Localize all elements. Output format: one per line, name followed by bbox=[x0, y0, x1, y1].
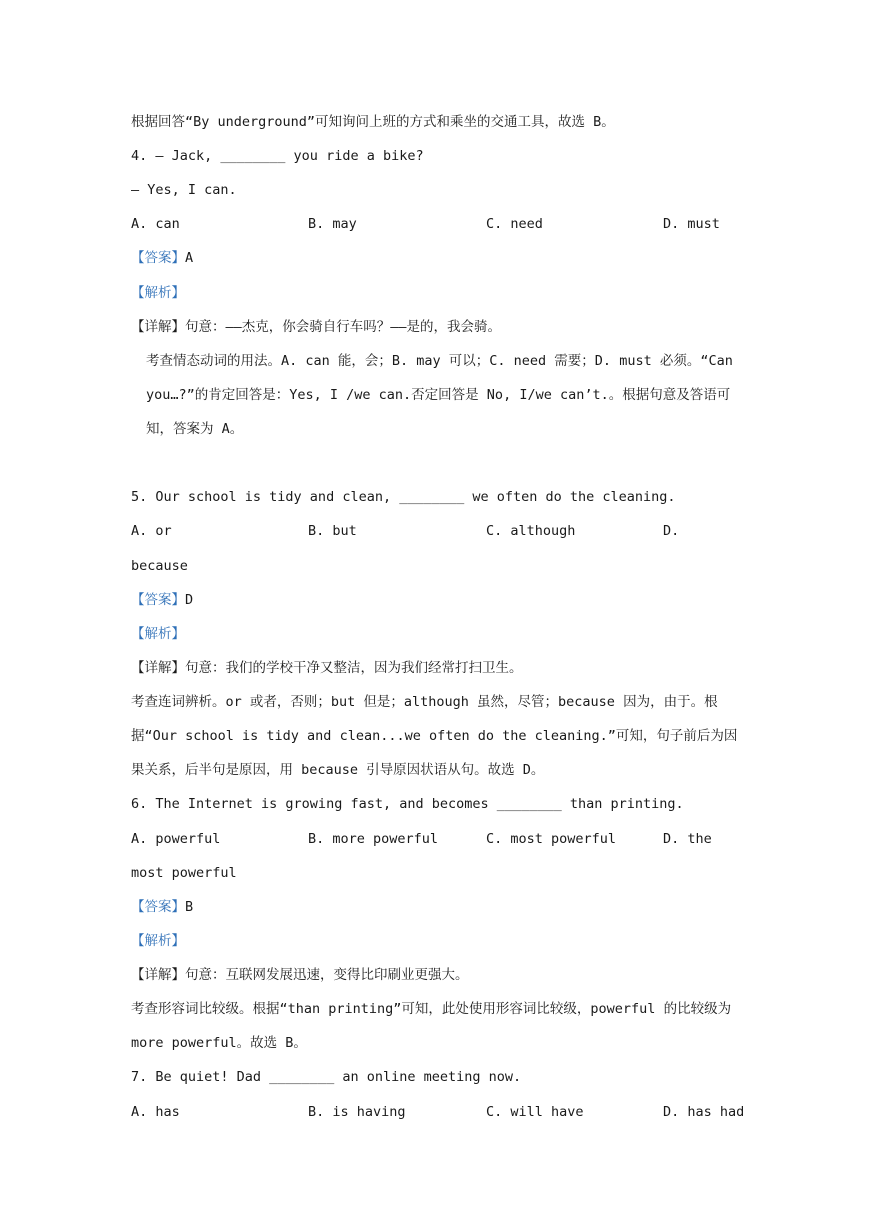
analysis-label: 【解析】 bbox=[131, 626, 185, 642]
q6-option-d-cont: most powerful bbox=[131, 865, 237, 881]
q7-option-b: B. is having bbox=[308, 1104, 406, 1120]
q4-detail-line bbox=[131, 317, 739, 337]
intro-line: 根据回答“By underground”可知询问上班的方式和乘坐的交通工具，故选 B。 bbox=[131, 114, 615, 130]
answer-label: 【答案】 bbox=[131, 592, 185, 608]
q6-answer: B bbox=[185, 899, 194, 915]
q4-option-b: B. may bbox=[308, 216, 357, 232]
q7-stem: 7. Be quiet! Dad ________ an online meeting now. bbox=[131, 1069, 522, 1085]
detail-label: 【详解】 bbox=[131, 967, 185, 983]
detail-label: 【详解】 bbox=[131, 319, 185, 335]
q5-answer-line bbox=[131, 590, 739, 610]
analysis-label: 【解析】 bbox=[131, 285, 185, 301]
analysis-label: 【解析】 bbox=[131, 933, 185, 949]
q7-option-a: A. has bbox=[131, 1104, 180, 1120]
q4-option-d: D. must bbox=[663, 216, 720, 232]
q5-option-a: A. or bbox=[131, 523, 172, 539]
q6-option-d: D. the bbox=[663, 831, 712, 847]
q4-stem: 4. — Jack, ________ you ride a bike? bbox=[131, 148, 424, 164]
q4-analysis-line bbox=[131, 283, 739, 303]
q7-option-d: D. has had bbox=[663, 1104, 745, 1120]
q4-option-a: A. can bbox=[131, 216, 180, 232]
answer-label: 【答案】 bbox=[131, 899, 185, 915]
q6-option-c: C. most powerful bbox=[486, 831, 617, 847]
answer-label: 【答案】 bbox=[131, 250, 185, 266]
q4-detail: 句意：——杰克，你会骑自行车吗？——是的，我会骑。 bbox=[185, 319, 502, 335]
detail-label: 【详解】 bbox=[131, 660, 185, 676]
q4-answer-line bbox=[131, 248, 739, 268]
q6-explanation: 考查形容词比较级。根据“than printing”可知，此处使用形容词比较级，powerful 的比较级为 more powerful。故选 B。 bbox=[131, 1001, 732, 1051]
q6-analysis-line bbox=[131, 931, 739, 951]
q5-answer: D bbox=[185, 592, 194, 608]
q6-answer-line bbox=[131, 897, 739, 917]
q4-option-c: C. need bbox=[486, 216, 543, 232]
q5-option-c: C. although bbox=[486, 523, 576, 539]
q6-detail-line bbox=[131, 965, 739, 985]
q4-explanation: 考查情态动词的用法。A. can 能，会；B. may 可以；C. need 需要；D. must 必须。“Can you…?”的肯定回答是：Yes, I /we can.否定回答是 No, I/we can’t.。根据句意及答语可知，答案为 A。 bbox=[146, 353, 733, 437]
q5-option-d-cont: because bbox=[131, 558, 188, 574]
q4-answer: A bbox=[185, 250, 194, 266]
q5-detail: 句意：我们的学校干净又整洁，因为我们经常打扫卫生。 bbox=[185, 660, 523, 676]
q6-option-b: B. more powerful bbox=[308, 831, 439, 847]
q6-stem: 6. The Internet is growing fast, and becomes ________ than printing. bbox=[131, 796, 684, 812]
q5-detail-line bbox=[131, 658, 739, 678]
q5-explanation: 考查连词辨析。or 或者，否则；but 但是；although 虽然，尽管；because 因为，由于。根据“Our school is tidy and clean...we often do the cleaning.”可知，句子前后为因果关系，后半句是原因，用 because 引导原因状语从句。故选 D。 bbox=[131, 694, 738, 778]
q4-reply: — Yes, I can. bbox=[131, 182, 237, 198]
q5-stem: 5. Our school is tidy and clean, ________ we often do the cleaning. bbox=[131, 489, 676, 505]
q5-option-b: B. but bbox=[308, 523, 357, 539]
q7-option-c: C. will have bbox=[486, 1104, 584, 1120]
q6-option-a: A. powerful bbox=[131, 831, 221, 847]
q5-analysis-line bbox=[131, 624, 739, 644]
q5-option-d: D. bbox=[663, 523, 680, 539]
q6-detail: 句意：互联网发展迅速，变得比印刷业更强大。 bbox=[185, 967, 469, 983]
